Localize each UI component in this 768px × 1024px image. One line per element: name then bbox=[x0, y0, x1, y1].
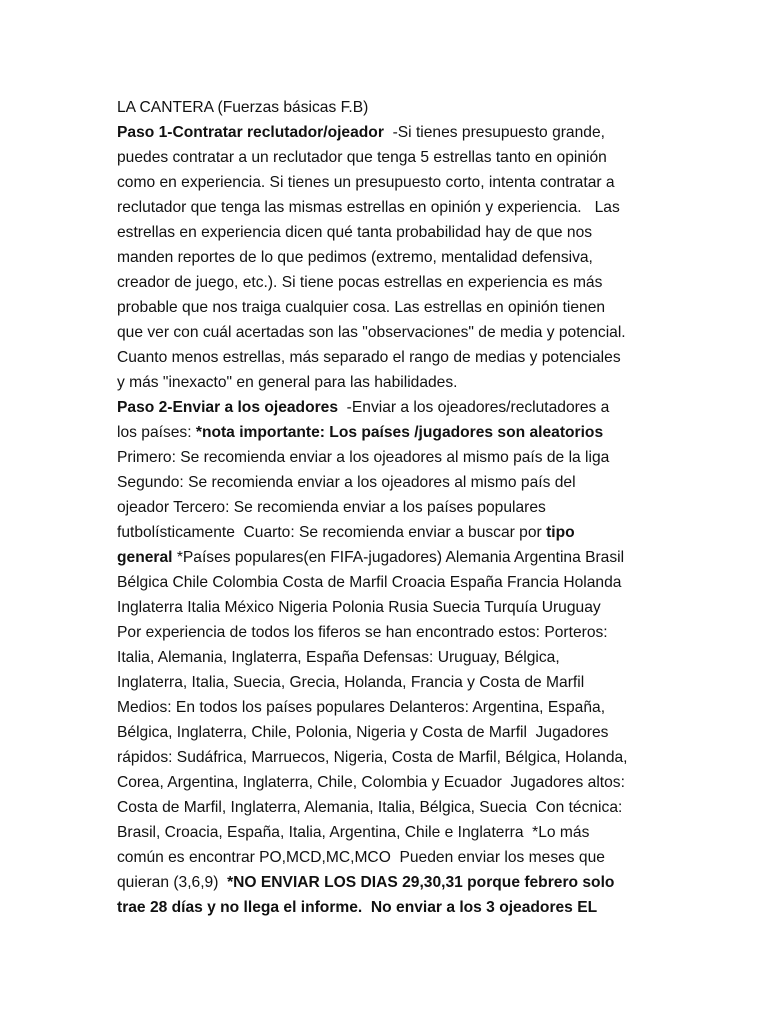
text-line bbox=[117, 470, 637, 495]
text-line bbox=[117, 745, 637, 770]
text-line bbox=[117, 520, 637, 545]
text-line bbox=[117, 270, 637, 295]
text-line bbox=[117, 595, 637, 620]
bold-text-run: *NO ENVIAR LOS DIAS 29,30,31 porque febrero solo bbox=[227, 874, 615, 891]
text-line bbox=[117, 195, 637, 220]
text-run: Brasil, Croacia, España, Italia, Argentina, Chile e Inglaterra *Lo más bbox=[117, 824, 590, 841]
bold-text-run: Paso 1-Contratar reclutador/ojeador bbox=[117, 124, 384, 141]
text-line bbox=[117, 445, 637, 470]
text-line bbox=[117, 220, 637, 245]
text-run: Bélgica, Inglaterra, Chile, Polonia, Nigeria y Costa de Marfil Jugadores bbox=[117, 724, 609, 741]
text-line bbox=[117, 545, 637, 570]
text-run: reclutador que tenga las mismas estrellas en opinión y experiencia. Las bbox=[117, 199, 620, 216]
text-line bbox=[117, 795, 637, 820]
text-line bbox=[117, 295, 637, 320]
text-run: quieran (3,6,9) bbox=[117, 874, 228, 891]
text-run: Inglaterra Italia México Nigeria Polonia Rusia Suecia Turquía Uruguay bbox=[117, 599, 601, 616]
text-run: y más "inexacto" en general para las habilidades. bbox=[117, 374, 458, 391]
text-line bbox=[117, 870, 637, 895]
text-line bbox=[117, 145, 637, 170]
text-line bbox=[117, 345, 637, 370]
text-line bbox=[117, 645, 637, 670]
text-run: Corea, Argentina, Inglaterra, Chile, Colombia y Ecuador Jugadores altos: bbox=[117, 774, 625, 791]
text-line bbox=[117, 320, 637, 345]
text-line bbox=[117, 845, 637, 870]
text-run: -Si tienes presupuesto grande, bbox=[383, 124, 605, 141]
text-run: común es encontrar PO,MCD,MC,MCO Pueden enviar los meses que bbox=[117, 849, 605, 866]
text-line bbox=[117, 95, 637, 120]
text-line bbox=[117, 370, 637, 395]
text-run: puedes contratar a un reclutador que tenga 5 estrellas tanto en opinión bbox=[117, 149, 607, 166]
bold-text-run: Paso 2-Enviar a los ojeadores bbox=[117, 399, 339, 416]
text-run: Primero: Se recomienda enviar a los ojeadores al mismo país de la liga bbox=[117, 449, 610, 466]
text-line bbox=[117, 245, 637, 270]
text-line bbox=[117, 820, 637, 845]
text-run: manden reportes de lo que pedimos (extremo, mentalidad defensiva, bbox=[117, 249, 593, 266]
text-line bbox=[117, 395, 637, 420]
bold-text-run: general bbox=[117, 549, 173, 566]
text-run: Costa de Marfil, Inglaterra, Alemania, Italia, Bélgica, Suecia Con técnica: bbox=[117, 799, 623, 816]
text-line bbox=[117, 720, 637, 745]
text-run: que ver con cuál acertadas son las "observaciones" de media y potencial. bbox=[117, 324, 626, 341]
text-line bbox=[117, 670, 637, 695]
bold-text-run: *nota importante: Los países /jugadores son aleatorios bbox=[195, 424, 604, 441]
text-run: Inglaterra, Italia, Suecia, Grecia, Holanda, Francia y Costa de Marfil bbox=[117, 674, 585, 691]
document-body bbox=[117, 95, 637, 920]
bold-text-run: trae 28 días y no llega el informe. No enviar a los 3 ojeadores EL bbox=[117, 899, 598, 916]
text-run: futbolísticamente Cuarto: Se recomienda enviar a buscar por bbox=[117, 524, 547, 541]
text-run: Cuanto menos estrellas, más separado el rango de medias y potenciales bbox=[117, 349, 621, 366]
text-line bbox=[117, 895, 637, 920]
text-run: *Países populares(en FIFA-jugadores) Alemania Argentina Brasil bbox=[172, 549, 625, 566]
text-line bbox=[117, 170, 637, 195]
bold-text-run: tipo bbox=[546, 524, 575, 541]
text-run: rápidos: Sudáfrica, Marruecos, Nigeria, Costa de Marfil, Bélgica, Holanda, bbox=[117, 749, 628, 766]
text-run: Por experiencia de todos los fiferos se han encontrado estos: Porteros: bbox=[117, 624, 608, 641]
text-run: estrellas en experiencia dicen qué tanta probabilidad hay de que nos bbox=[117, 224, 593, 241]
text-line bbox=[117, 495, 637, 520]
text-run: los países: bbox=[117, 424, 196, 441]
text-line bbox=[117, 620, 637, 645]
text-run: ojeador Tercero: Se recomienda enviar a los países populares bbox=[117, 499, 546, 516]
text-run: como en experiencia. Si tienes un presupuesto corto, intenta contratar a bbox=[117, 174, 615, 191]
text-run: Italia, Alemania, Inglaterra, España Defensas: Uruguay, Bélgica, bbox=[117, 649, 560, 666]
text-run: probable que nos traiga cualquier cosa. Las estrellas en opinión tienen bbox=[117, 299, 606, 316]
text-line bbox=[117, 120, 637, 145]
text-line bbox=[117, 695, 637, 720]
text-run: creador de juego, etc.). Si tiene pocas estrellas en experiencia es más bbox=[117, 274, 603, 291]
text-line bbox=[117, 420, 637, 445]
text-run: Bélgica Chile Colombia Costa de Marfil Croacia España Francia Holanda bbox=[117, 574, 622, 591]
text-run: LA CANTERA (Fuerzas básicas F.B) bbox=[117, 99, 369, 116]
text-run: Segundo: Se recomienda enviar a los ojeadores al mismo país del bbox=[117, 474, 576, 491]
text-run: Medios: En todos los países populares Delanteros: Argentina, España, bbox=[117, 699, 606, 716]
text-line bbox=[117, 570, 637, 595]
text-run: -Enviar a los ojeadores/reclutadores a bbox=[338, 399, 610, 416]
text-line bbox=[117, 770, 637, 795]
